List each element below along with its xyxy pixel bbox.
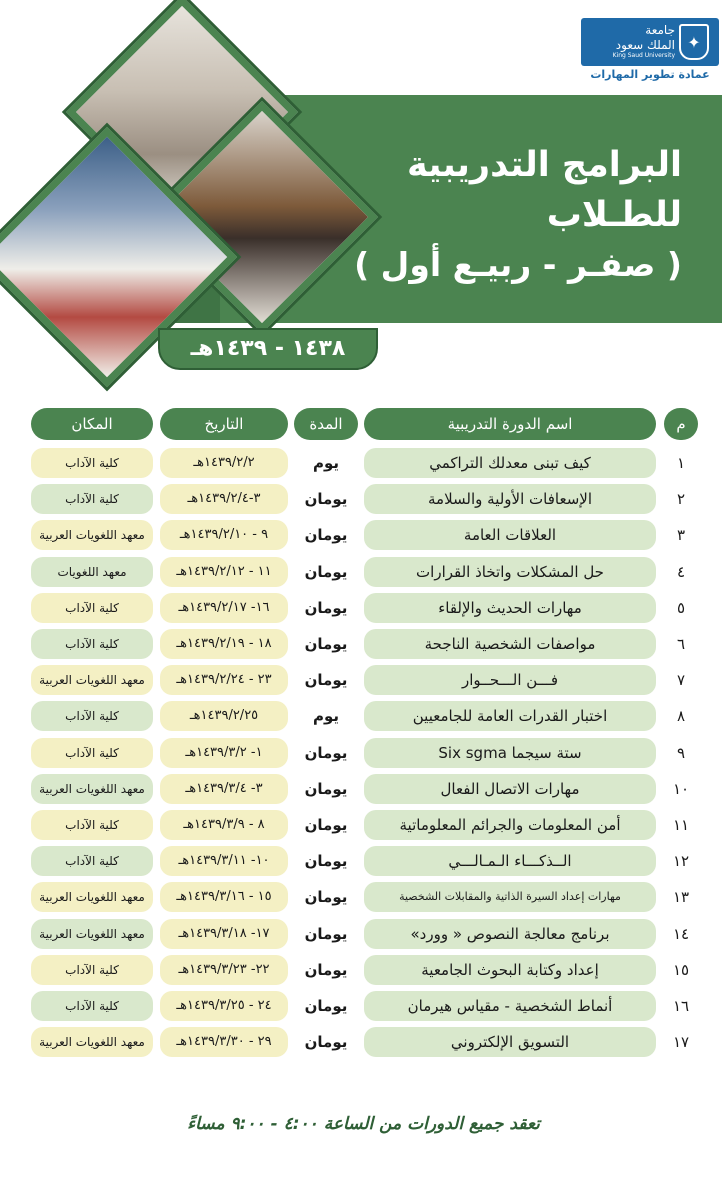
course-number: ١٠ <box>664 774 698 804</box>
course-duration: يومان <box>294 774 358 804</box>
course-duration: يومان <box>294 629 358 659</box>
course-duration: يوم <box>294 448 358 478</box>
course-place: معهد اللغويات العربية <box>31 665 153 695</box>
course-place: كلية الآداب <box>31 738 153 768</box>
page-title <box>322 140 682 290</box>
course-number: ٧ <box>664 665 698 695</box>
course-name: ستة سيجما Six sgma <box>364 738 656 768</box>
course-number: ٨ <box>664 701 698 731</box>
year-range-badge: ١٤٣٨ - ١٤٣٩هـ <box>158 328 378 370</box>
course-name: برنامج معالجة النصوص « وورد» <box>364 919 656 949</box>
course-duration: يومان <box>294 846 358 876</box>
course-date: ١٨ - ١٤٣٩/٢/١٩هـ <box>160 629 288 659</box>
course-number: ٤ <box>664 557 698 587</box>
course-date: ١- ١٤٣٩/٣/٢هـ <box>160 738 288 768</box>
course-place: معهد اللغويات العربية <box>31 919 153 949</box>
course-number: ٣ <box>664 520 698 550</box>
course-place: معهد اللغويات العربية <box>31 520 153 550</box>
university-logo <box>581 18 719 86</box>
course-date: ٢٢- ١٤٣٩/٣/٢٣هـ <box>160 955 288 985</box>
course-duration: يومان <box>294 1027 358 1057</box>
course-date: ٢٣ - ١٤٣٩/٢/٢٤هـ <box>160 665 288 695</box>
deanship-name: عمادة تطوير المهارات <box>590 68 710 81</box>
course-date: ١٤٣٩/٢/٢٥هـ <box>160 701 288 731</box>
course-date: ١٦- ١٤٣٩/٢/١٧هـ <box>160 593 288 623</box>
course-name: أنماط الشخصية - مقياس هيرمان <box>364 991 656 1021</box>
course-duration: يومان <box>294 738 358 768</box>
course-name: أمن المعلومات والجرائم المعلوماتية <box>364 810 656 840</box>
course-name: العلاقات العامة <box>364 520 656 550</box>
course-date: ١٠- ١٤٣٩/٣/١١هـ <box>160 846 288 876</box>
course-duration: يومان <box>294 991 358 1021</box>
course-name: التسويق الإلكتروني <box>364 1027 656 1057</box>
course-duration: يومان <box>294 919 358 949</box>
course-place: كلية الآداب <box>31 629 153 659</box>
course-place: معهد اللغويات العربية <box>31 774 153 804</box>
course-date: ١٤٣٩/٢/٢هـ <box>160 448 288 478</box>
course-date: ٣-١٤٣٩/٢/٤هـ <box>160 484 288 514</box>
title-line-3: ( صفـر - ربيـع أول ) <box>354 245 682 284</box>
course-duration: يومان <box>294 520 358 550</box>
course-number: ١٤ <box>664 919 698 949</box>
header-place: المكان <box>31 408 153 440</box>
course-duration: يوم <box>294 701 358 731</box>
course-date: ٣- ١٤٣٩/٣/٤هـ <box>160 774 288 804</box>
logo-ar-line2: الملك سعود <box>615 38 675 52</box>
course-date: ١١ - ١٤٣٩/٢/١٢هـ <box>160 557 288 587</box>
schedule-note: تعقد جميع الدورات من الساعة ٤:٠٠ - ٩:٠٠ مساءً <box>187 1114 540 1134</box>
course-number: ٢ <box>664 484 698 514</box>
course-place: كلية الآداب <box>31 701 153 731</box>
course-place: كلية الآداب <box>31 484 153 514</box>
course-name: كيف تبنى معدلك التراكمي <box>364 448 656 478</box>
course-place: كلية الآداب <box>31 991 153 1021</box>
course-duration: يومان <box>294 955 358 985</box>
header-num: م <box>664 408 698 440</box>
course-name: إعداد وكتابة البحوث الجامعية <box>364 955 656 985</box>
header-course-name: اسم الدورة التدريبية <box>364 408 656 440</box>
logo-arabic-name <box>585 23 675 53</box>
course-name: حل المشكلات واتخاذ القرارات <box>364 557 656 587</box>
header-duration: المدة <box>294 408 358 440</box>
course-number: ١٥ <box>664 955 698 985</box>
course-name: اختبار القدرات العامة للجامعيين <box>364 701 656 731</box>
course-place: كلية الآداب <box>31 593 153 623</box>
course-place: معهد اللغويات العربية <box>31 882 153 912</box>
course-duration: يومان <box>294 882 358 912</box>
course-number: ١٢ <box>664 846 698 876</box>
course-place: كلية الآداب <box>31 846 153 876</box>
course-place: كلية الآداب <box>31 810 153 840</box>
logo-english-name: King Saud University <box>612 52 675 59</box>
course-name: مهارات إعداد السيرة الذاتية والمقابلات الشخصية <box>364 882 656 912</box>
course-name: مهارات الاتصال الفعال <box>364 774 656 804</box>
course-place: معهد اللغويات العربية <box>31 1027 153 1057</box>
course-date: ٨ - ١٤٣٩/٣/٩هـ <box>160 810 288 840</box>
course-number: ٦ <box>664 629 698 659</box>
course-number: ١٣ <box>664 882 698 912</box>
course-date: ٢٤ - ١٤٣٩/٣/٢٥هـ <box>160 991 288 1021</box>
course-date: ٢٩ - ١٤٣٩/٣/٣٠هـ <box>160 1027 288 1057</box>
course-place: كلية الآداب <box>31 448 153 478</box>
title-line-1: البرامج التدريبية <box>406 145 682 185</box>
course-date: ١٥ - ١٤٣٩/٣/١٦هـ <box>160 882 288 912</box>
header-date: التاريخ <box>160 408 288 440</box>
course-name: الإسعافات الأولية والسلامة <box>364 484 656 514</box>
course-duration: يومان <box>294 484 358 514</box>
course-duration: يومان <box>294 593 358 623</box>
course-duration: يومان <box>294 810 358 840</box>
course-number: ١٦ <box>664 991 698 1021</box>
course-number: ٥ <box>664 593 698 623</box>
course-date: ١٧- ١٤٣٩/٣/١٨هـ <box>160 919 288 949</box>
course-name: مهارات الحديث والإلقاء <box>364 593 656 623</box>
palm-swords-seal-icon: ✦ <box>679 24 709 60</box>
course-place: معهد اللغويات <box>31 557 153 587</box>
logo-ar-line1: جامعة <box>645 23 675 37</box>
course-number: ١١ <box>664 810 698 840</box>
course-duration: يومان <box>294 557 358 587</box>
course-duration: يومان <box>294 665 358 695</box>
course-name: فـــن الـــحــوار <box>364 665 656 695</box>
course-number: ١٧ <box>664 1027 698 1057</box>
course-number: ٩ <box>664 738 698 768</box>
course-place: كلية الآداب <box>31 955 153 985</box>
course-number: ١ <box>664 448 698 478</box>
course-name: مواصفات الشخصية الناجحة <box>364 629 656 659</box>
course-name: الــذكـــاء الـمـالـــي <box>364 846 656 876</box>
title-line-2: للطـلاب <box>546 195 682 235</box>
course-date: ٩ - ١٤٣٩/٢/١٠هـ <box>160 520 288 550</box>
